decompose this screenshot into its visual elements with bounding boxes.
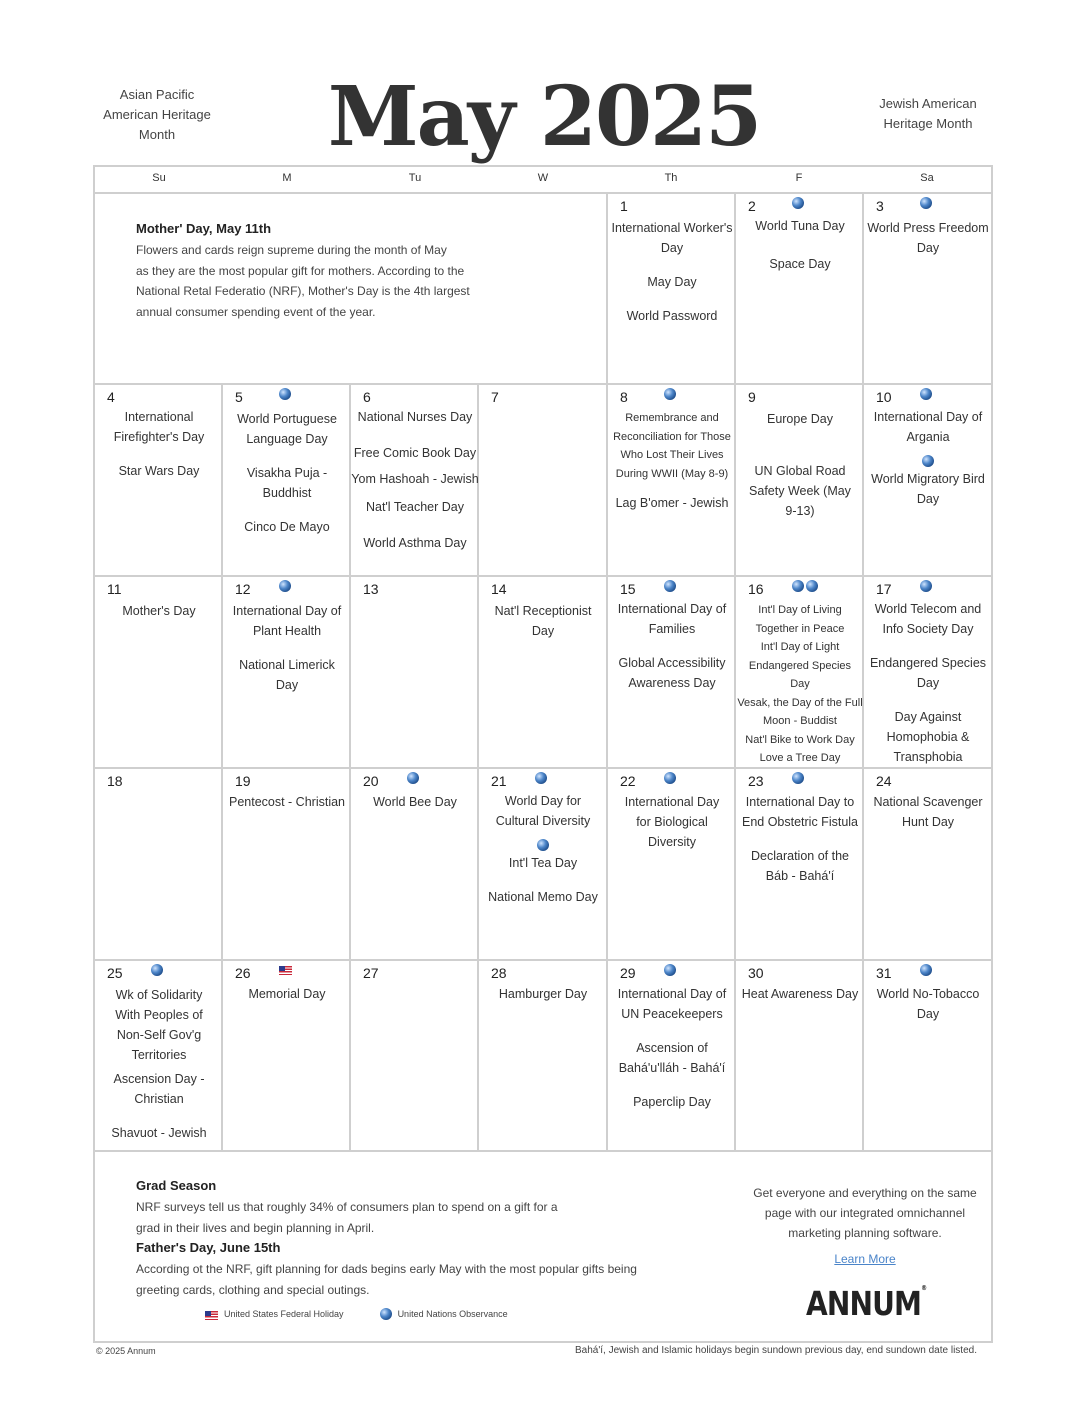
event: World Portuguese Language Day: [237, 412, 337, 446]
us-flag-icon: [279, 966, 292, 975]
event: International Day of Plant Health: [232, 604, 342, 638]
event: International Firefighter's Day: [113, 410, 205, 444]
day-cell-26: [223, 961, 351, 1150]
note-line: National Retal Federatio (NRF), Mother's Day is the 4th largest: [136, 284, 470, 298]
event: Mother's Day: [122, 604, 196, 618]
day-number: 11: [107, 581, 122, 597]
weekday-friday: F: [795, 172, 803, 184]
legend-un-label: United Nations Observance: [397, 1309, 508, 1319]
event: Declaration of the Báb - Bahá'í: [751, 849, 849, 883]
day-cell-24: [864, 769, 992, 959]
note-line: According ot the NRF, gift planning for dads begins early May with the most popular gifts being: [136, 1262, 637, 1276]
day-cell-27: [351, 961, 479, 1150]
legend: [205, 1308, 508, 1320]
globe-icon: [920, 388, 932, 400]
globe-icon: [922, 455, 934, 467]
event: Wk of Solidarity With Peoples of Non-Self Gov'g Territories: [115, 988, 203, 1062]
day-cell-18: [95, 769, 223, 959]
event: Nat'l Bike to Work Day: [745, 733, 855, 746]
event: World Password: [626, 309, 718, 323]
day-cell-1: [608, 194, 736, 383]
day-number: 16: [748, 581, 764, 597]
event: National Memo Day: [488, 890, 598, 904]
day-number: 3: [876, 198, 884, 214]
event: Global Accessibility Awareness Day: [618, 656, 726, 690]
event: Love a Tree Day: [759, 752, 841, 764]
globe-icon: [664, 388, 676, 400]
day-number: 4: [107, 389, 115, 405]
event: National Limerick Day: [239, 658, 335, 692]
day-cell-31: [864, 961, 992, 1150]
cta-block: [738, 1183, 992, 1269]
event: World Telecom and Info Society Day: [874, 602, 982, 636]
day-cell-30: [736, 961, 864, 1150]
learn-more-link[interactable]: Learn More: [834, 1252, 896, 1266]
event: Heat Awareness Day: [741, 987, 859, 1001]
day-number: 2: [748, 198, 756, 214]
grid-line: [93, 1150, 993, 1152]
day-number: 14: [491, 581, 507, 597]
event: Ascension Day - Christian: [113, 1072, 205, 1106]
globe-icon: [537, 839, 549, 851]
globe-icon: [920, 197, 932, 209]
day-number: 1: [620, 198, 628, 214]
day-number: 29: [620, 965, 636, 981]
globe-icon: [664, 964, 676, 976]
globe-icon: [279, 388, 291, 400]
day-number: 15: [620, 581, 636, 597]
event: Lag B'omer - Jewish: [615, 496, 729, 510]
weekday-monday: M: [282, 172, 292, 184]
copyright: © 2025 Annum: [96, 1346, 156, 1356]
event: Space Day: [769, 257, 831, 271]
event: Free Comic Book Day: [353, 446, 477, 460]
note-line: annual consumer spending event of the year.: [136, 304, 376, 319]
globe-icon: [279, 580, 291, 592]
event: World Asthma Day: [363, 536, 467, 550]
event: Ascension of Bahá'u'lláh - Bahá'í: [618, 1041, 726, 1075]
mothers-day-note: [136, 221, 606, 322]
event: World Tuna Day: [755, 219, 845, 233]
day-cell-11: [95, 577, 223, 767]
day-number: 26: [235, 965, 251, 981]
day-cell-3: [864, 194, 992, 383]
day-cell-4: [95, 385, 223, 575]
day-number: 9: [748, 389, 756, 405]
bottom-notes: [136, 1178, 726, 1300]
event: Europe Day: [766, 412, 833, 426]
day-cell-29: [608, 961, 736, 1150]
event: Nat'l Teacher Day: [365, 500, 465, 514]
event: Hamburger Day: [498, 987, 588, 1001]
event: International Day for Biological Diversity: [624, 795, 720, 849]
event: International Day to End Obstetric Fistula: [741, 795, 858, 829]
day-number: 7: [491, 389, 499, 405]
day-cell-28: [479, 961, 607, 1150]
event: Memorial Day: [248, 987, 326, 1001]
fathers-day-heading: Father's Day, June 15th: [136, 1240, 281, 1255]
day-number: 22: [620, 773, 636, 789]
note-line: Flowers and cards reign supreme during the month of May: [136, 243, 447, 257]
note-line: as they are the most popular gift for mothers. According to the: [136, 263, 465, 278]
day-cell-9: [736, 385, 864, 575]
day-number: 23: [748, 773, 764, 789]
day-cell-19: [223, 769, 351, 959]
day-number: 24: [876, 773, 892, 789]
globe-icon: [792, 580, 804, 592]
note-line: grad in their lives and begin planning in April.: [136, 1220, 375, 1235]
note-line: NRF surveys tell us that roughly 34% of consumers plan to spend on a gift for a: [136, 1200, 558, 1214]
event: Endangered Species Day: [869, 656, 987, 690]
day-number: 10: [876, 389, 892, 405]
event: World Press Freedom Day: [867, 221, 989, 255]
day-cell-21: [479, 769, 607, 959]
day-number: 18: [107, 773, 123, 789]
annum-logo: ANNUM®: [806, 1284, 927, 1323]
page-title: May 2025: [327, 69, 761, 165]
day-cell-6: [351, 385, 479, 575]
globe-icon: [792, 772, 804, 784]
event: Endangered Species Day: [748, 659, 852, 690]
weekday-saturday: Sa: [920, 172, 934, 184]
day-number: 20: [363, 773, 379, 789]
cta-line: marketing planning software.: [788, 1226, 942, 1240]
us-flag-icon: [205, 1311, 218, 1320]
weekday-tuesday: Tu: [408, 172, 422, 184]
day-cell-14: [479, 577, 607, 767]
day-cell-10: [864, 385, 992, 575]
weekday-thursday: Th: [664, 172, 678, 184]
day-number: 21: [491, 773, 507, 789]
day-number: 27: [363, 965, 379, 981]
day-number: 5: [235, 389, 243, 405]
event: Nat'l Receptionist Day: [494, 604, 592, 638]
event: Int'l Tea Day: [508, 856, 578, 870]
globe-icon: [806, 580, 818, 592]
event: World Day for Cultural Diversity: [495, 794, 591, 828]
event: Int'l Day of Living Together in Peace: [755, 604, 845, 635]
event: Vesak, the Day of the Full Moon - Buddist: [737, 696, 863, 727]
mothers-day-heading: Mother' Day, May 11th: [136, 221, 272, 236]
event: Pentecost - Christian: [228, 795, 346, 809]
note-line: greeting cards, clothing and special outings.: [136, 1282, 370, 1297]
event: International Worker's Day: [611, 221, 733, 255]
cta-line: page with our integrated omnichannel: [764, 1206, 966, 1220]
event: World Bee Day: [373, 795, 457, 809]
day-number: 19: [235, 773, 251, 789]
event: World No-Tobacco Day: [876, 987, 980, 1021]
event: International Day of UN Peacekeepers: [617, 987, 727, 1021]
event: National Nurses Day: [357, 410, 473, 424]
globe-icon: [664, 580, 676, 592]
event: Remembrance and Reconciliation for Those Who Lost Their Lives During WWII (May 8-9): [613, 412, 731, 480]
event: National Scavenger Hunt Day: [873, 795, 983, 829]
globe-icon: [380, 1308, 392, 1320]
event: Cinco De Mayo: [244, 520, 330, 534]
day-number: 6: [363, 389, 371, 405]
day-cell-13: [351, 577, 479, 767]
weekday-sunday: Su: [152, 172, 166, 184]
day-cell-12: [223, 577, 351, 767]
day-cell-25: [95, 961, 223, 1150]
globe-icon: [664, 772, 676, 784]
globe-icon: [920, 580, 932, 592]
event: Yom Hashoah - Jewish: [351, 472, 479, 486]
event: International Day of Families: [617, 602, 727, 636]
day-number: 13: [363, 581, 379, 597]
footer-note: Bahá'í, Jewish and Islamic holidays begin sundown previous day, end sundown date listed.: [575, 1345, 977, 1356]
day-number: 28: [491, 965, 507, 981]
event: May Day: [647, 275, 697, 289]
event: Star Wars Day: [118, 464, 200, 478]
day-cell-7: [479, 385, 607, 575]
event: Int'l Day of Light: [760, 641, 840, 653]
day-cell-20: [351, 769, 479, 959]
day-cell-23: [736, 769, 864, 959]
heritage-month-left: Asian Pacific American Heritage Month: [103, 87, 211, 142]
day-number: 17: [876, 581, 892, 597]
legend-federal-label: United States Federal Holiday: [224, 1309, 344, 1319]
day-cell-15: [608, 577, 736, 767]
day-cell-17: [864, 577, 992, 767]
globe-icon: [792, 197, 804, 209]
globe-icon: [920, 964, 932, 976]
day-cell-16: [736, 577, 864, 767]
day-number: 8: [620, 389, 628, 405]
day-number: 30: [748, 965, 764, 981]
globe-icon: [535, 772, 547, 784]
grad-season-heading: Grad Season: [136, 1178, 217, 1193]
globe-icon: [151, 964, 163, 976]
day-cell-5: [223, 385, 351, 575]
event: UN Global Road Safety Week (May 9-13): [749, 464, 851, 518]
cta-line: Get everyone and everything on the same: [753, 1186, 977, 1200]
day-number: 12: [235, 581, 251, 597]
event: Paperclip Day: [633, 1095, 711, 1109]
event: Day Against Homophobia & Transphobia: [886, 710, 970, 764]
globe-icon: [407, 772, 419, 784]
heritage-month-right: Jewish American Heritage Month: [879, 96, 977, 131]
event: Shavuot - Jewish: [111, 1126, 207, 1140]
day-number: 25: [107, 965, 123, 981]
event: World Migratory Bird Day: [871, 472, 985, 506]
day-cell-22: [608, 769, 736, 959]
day-cell-8: [608, 385, 736, 575]
event: International Day of Argania: [873, 410, 983, 444]
day-cell-2: [736, 194, 864, 383]
weekday-wednesday: W: [537, 172, 549, 184]
day-number: 31: [876, 965, 892, 981]
event: Visakha Puja - Buddhist: [246, 466, 328, 500]
